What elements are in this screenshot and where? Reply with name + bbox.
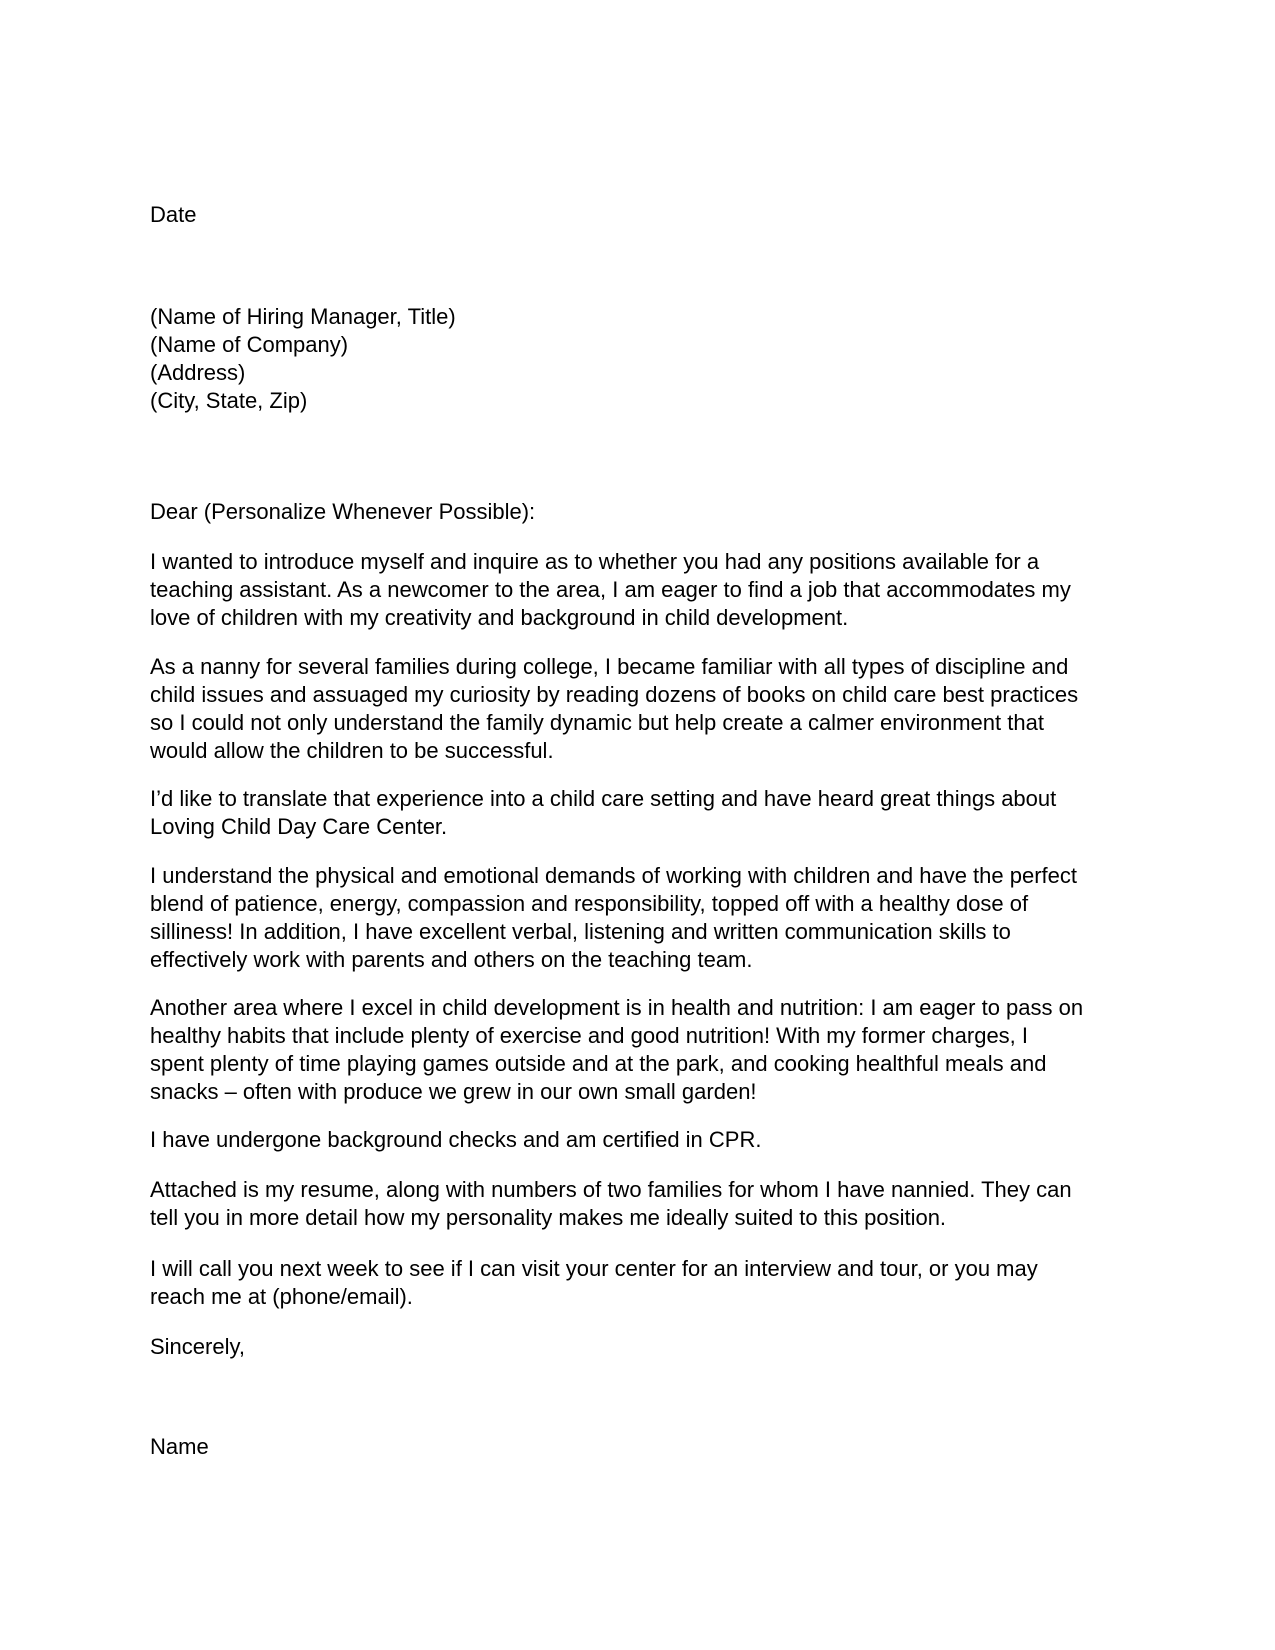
recipient-company: (Name of Company) xyxy=(150,332,349,357)
paragraph-line: would allow the children to be successful. xyxy=(150,738,554,763)
recipient-address: (Address) xyxy=(150,360,246,385)
paragraph-line: silliness! In addition, I have excellent verbal, listening and written communication skills to xyxy=(150,919,1011,944)
paragraph-line: snacks – often with produce we grew in our own small garden! xyxy=(150,1079,757,1104)
paragraph-line: I will call you next week to see if I can visit your center for an interview and tour, or you may xyxy=(150,1256,1038,1281)
paragraph-line: tell you in more detail how my personality makes me ideally suited to this position. xyxy=(150,1205,947,1230)
body-paragraph-2 xyxy=(150,653,1130,765)
paragraph-line: love of children with my creativity and background in child development. xyxy=(150,605,849,630)
body-paragraph-5 xyxy=(150,994,1130,1106)
paragraph-line: As a nanny for several families during college, I became familiar with all types of discipline and xyxy=(150,654,1069,679)
paragraph-line: reach me at (phone/email). xyxy=(150,1284,413,1309)
salutation: Dear (Personalize Whenever Possible): xyxy=(150,499,536,524)
body-paragraph-1 xyxy=(150,548,1130,632)
paragraph-line: healthy habits that include plenty of exercise and good nutrition! With my former charges, I xyxy=(150,1023,1029,1048)
recipient-city-state-zip: (City, State, Zip) xyxy=(150,388,308,413)
paragraph-line: I understand the physical and emotional demands of working with children and have the perfect xyxy=(150,863,1078,888)
recipient-name-title: (Name of Hiring Manager, Title) xyxy=(150,304,456,329)
paragraph-line: I’d like to translate that experience into a child care setting and have heard great things about xyxy=(150,786,1057,811)
body-paragraph-6 xyxy=(150,1126,1130,1154)
paragraph-line: Attached is my resume, along with numbers of two families for whom I have nannied. They can xyxy=(150,1177,1072,1202)
closing: Sincerely, xyxy=(150,1334,245,1359)
paragraph-line: Loving Child Day Care Center. xyxy=(150,814,448,839)
body-paragraph-7 xyxy=(150,1176,1130,1232)
paragraph-line: spent plenty of time playing games outside and at the park, and cooking healthful meals and xyxy=(150,1051,1047,1076)
paragraph-line: so I could not only understand the family dynamic but help create a calmer environment that xyxy=(150,710,1044,735)
paragraph-line: blend of patience, energy, compassion and responsibility, topped off with a healthy dose of xyxy=(150,891,1029,916)
paragraph-line: I wanted to introduce myself and inquire as to whether you had any positions available for a xyxy=(150,549,1040,574)
body-paragraph-8 xyxy=(150,1255,1130,1311)
paragraph-line: effectively work with parents and others on the teaching team. xyxy=(150,947,753,972)
signature-name: Name xyxy=(150,1434,209,1459)
paragraph-line: Another area where I excel in child development is in health and nutrition: I am eager to pass on xyxy=(150,995,1084,1020)
body-paragraph-4 xyxy=(150,862,1130,974)
paragraph-line: child issues and assuaged my curiosity by reading dozens of books on child care best practices xyxy=(150,682,1079,707)
body-paragraph-3 xyxy=(150,785,1130,841)
letter-date: Date xyxy=(150,202,197,227)
paragraph-line: I have undergone background checks and am certified in CPR. xyxy=(150,1127,762,1152)
paragraph-line: teaching assistant. As a newcomer to the area, I am eager to find a job that accommodates my xyxy=(150,577,1071,602)
recipient-address-block xyxy=(150,303,1130,415)
